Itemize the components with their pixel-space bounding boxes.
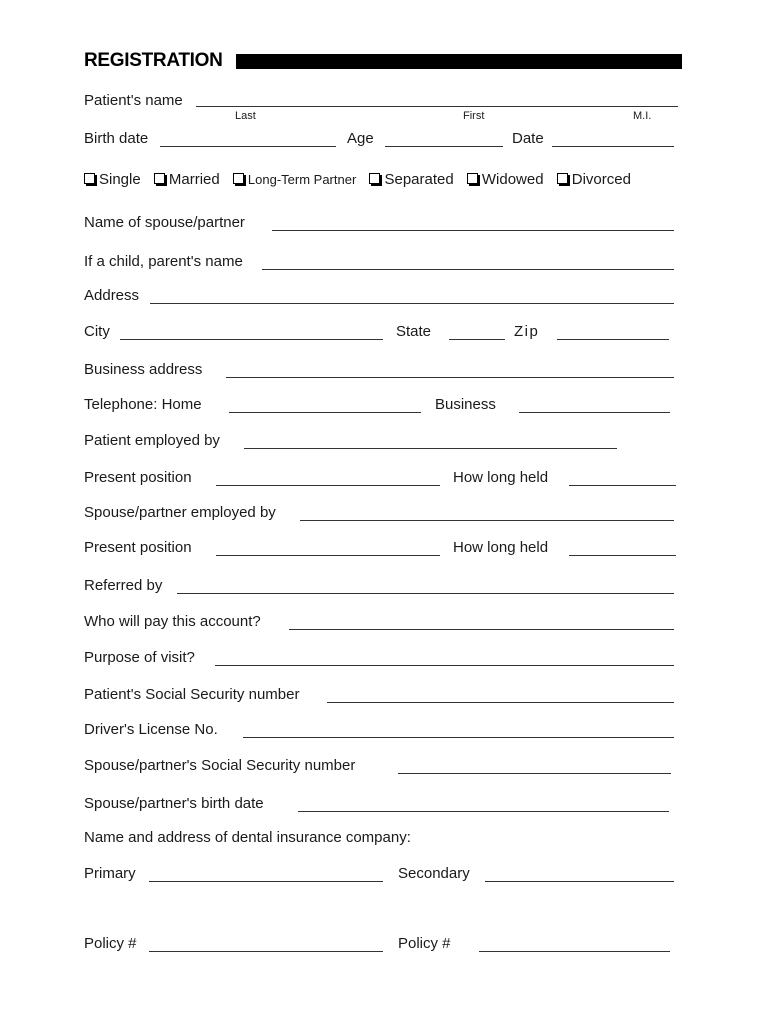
spouse-employed-label: Spouse/partner employed by bbox=[84, 504, 276, 521]
address-label: Address bbox=[84, 287, 140, 304]
checkbox-icon[interactable] bbox=[467, 173, 478, 184]
secondary-label: Secondary bbox=[398, 865, 470, 882]
how-long-held-label: How long held bbox=[453, 469, 549, 486]
checkbox-icon[interactable] bbox=[84, 173, 95, 184]
address-field[interactable] bbox=[150, 303, 674, 304]
state-field[interactable] bbox=[449, 339, 505, 340]
birth-date-field[interactable] bbox=[160, 146, 336, 147]
option-single[interactable]: Single bbox=[84, 171, 141, 188]
policy-label-primary: Policy # bbox=[84, 935, 137, 952]
business-address-field[interactable] bbox=[226, 377, 674, 378]
spouse-present-position-label: Present position bbox=[84, 539, 192, 556]
state-label: State bbox=[396, 323, 432, 340]
age-label: Age bbox=[347, 130, 374, 147]
telephone-business-label: Business bbox=[435, 396, 496, 413]
date-label: Date bbox=[512, 130, 544, 147]
parent-name-field[interactable] bbox=[262, 269, 674, 270]
present-position-field[interactable] bbox=[216, 485, 440, 486]
insurance-heading: Name and address of dental insurance company: bbox=[84, 829, 411, 846]
title-bar bbox=[236, 54, 682, 69]
date-field[interactable] bbox=[552, 146, 674, 147]
checkbox-icon[interactable] bbox=[233, 173, 244, 184]
spouse-name-label: Name of spouse/partner bbox=[84, 214, 245, 231]
option-separated[interactable]: Separated bbox=[369, 171, 453, 188]
referred-by-label: Referred by bbox=[84, 577, 163, 594]
spouse-ssn-label: Spouse/partner's Social Security number bbox=[84, 757, 356, 774]
name-part-mi: M.I. bbox=[633, 110, 652, 122]
parent-name-label: If a child, parent's name bbox=[84, 253, 243, 270]
zip-field[interactable] bbox=[557, 339, 669, 340]
primary-field[interactable] bbox=[149, 881, 383, 882]
city-field[interactable] bbox=[120, 339, 383, 340]
checkbox-icon[interactable] bbox=[369, 173, 380, 184]
patient-name-label: Patient's name bbox=[84, 92, 183, 109]
zip-label: Zip bbox=[514, 323, 540, 340]
name-part-first: First bbox=[463, 110, 485, 122]
checkbox-icon[interactable] bbox=[557, 173, 568, 184]
policy-secondary-field[interactable] bbox=[479, 951, 670, 952]
spouse-how-long-held-label: How long held bbox=[453, 539, 549, 556]
age-field[interactable] bbox=[385, 146, 503, 147]
primary-label: Primary bbox=[84, 865, 136, 882]
referred-by-field[interactable] bbox=[177, 593, 674, 594]
option-widowed[interactable]: Widowed bbox=[467, 171, 544, 188]
city-label: City bbox=[84, 323, 110, 340]
patient-employed-label: Patient employed by bbox=[84, 432, 220, 449]
checkbox-icon[interactable] bbox=[154, 173, 165, 184]
form-title: REGISTRATION bbox=[84, 50, 223, 71]
name-part-last: Last bbox=[235, 110, 256, 122]
present-position-label: Present position bbox=[84, 469, 192, 486]
purpose-label: Purpose of visit? bbox=[84, 649, 195, 666]
spouse-employed-field[interactable] bbox=[300, 520, 674, 521]
spouse-birth-label: Spouse/partner's birth date bbox=[84, 795, 264, 812]
patient-employed-field[interactable] bbox=[244, 448, 617, 449]
drivers-license-label: Driver's License No. bbox=[84, 721, 218, 738]
spouse-ssn-field[interactable] bbox=[398, 773, 671, 774]
telephone-business-field[interactable] bbox=[519, 412, 670, 413]
policy-primary-field[interactable] bbox=[149, 951, 383, 952]
patient-name-field[interactable] bbox=[196, 106, 678, 107]
option-married[interactable]: Married bbox=[154, 171, 220, 188]
spouse-present-position-field[interactable] bbox=[216, 555, 440, 556]
spouse-birth-field[interactable] bbox=[298, 811, 669, 812]
option-long-term-partner[interactable]: Long-Term Partner bbox=[233, 171, 356, 188]
telephone-home-label: Telephone: Home bbox=[84, 396, 202, 413]
marital-status-options bbox=[84, 171, 684, 188]
how-long-held-field[interactable] bbox=[569, 485, 676, 486]
who-pays-field[interactable] bbox=[289, 629, 674, 630]
birth-date-label: Birth date bbox=[84, 130, 149, 147]
who-pays-label: Who will pay this account? bbox=[84, 613, 261, 630]
purpose-field[interactable] bbox=[215, 665, 674, 666]
spouse-name-field[interactable] bbox=[272, 230, 674, 231]
secondary-field[interactable] bbox=[485, 881, 674, 882]
business-address-label: Business address bbox=[84, 361, 203, 378]
drivers-license-field[interactable] bbox=[243, 737, 674, 738]
option-divorced[interactable]: Divorced bbox=[557, 171, 631, 188]
spouse-how-long-held-field[interactable] bbox=[569, 555, 676, 556]
telephone-home-field[interactable] bbox=[229, 412, 421, 413]
patient-ssn-field[interactable] bbox=[327, 702, 674, 703]
patient-ssn-label: Patient's Social Security number bbox=[84, 686, 300, 703]
policy-label-secondary: Policy # bbox=[398, 935, 451, 952]
